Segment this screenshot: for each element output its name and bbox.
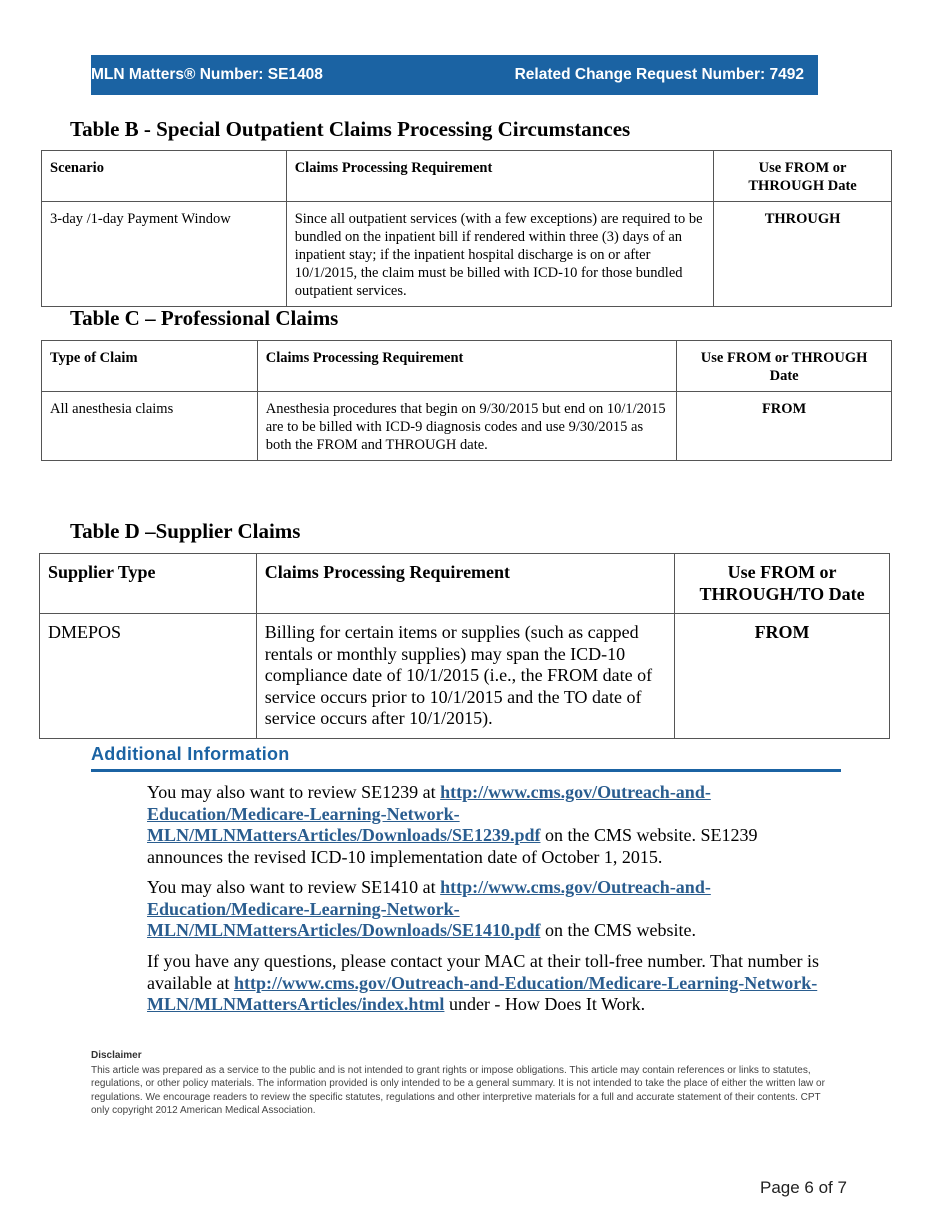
change-request-number: Related Change Request Number: 7492: [514, 66, 804, 83]
table-header-cell: Scenario: [42, 151, 287, 202]
paragraph-se1239: [147, 782, 837, 868]
table-header-cell: Type of Claim: [42, 341, 258, 392]
table-d: [39, 553, 890, 739]
table-d-title: Table D –Supplier Claims: [70, 519, 301, 543]
table-cell: Billing for certain items or supplies (such as capped rentals or monthly supplies) may span the ICD-10 compliance date of 10/1/2015 (i.e., the FROM date of service occurs prior to 10/1/2015 and the TO date of service occurs after 10/1/2015).: [256, 614, 674, 739]
table-header-row: [42, 151, 892, 202]
paragraph-text: You may also want to review SE1239 at: [147, 782, 441, 802]
table-c: [41, 340, 892, 461]
table-row: [40, 614, 890, 739]
table-cell: FROM: [675, 614, 890, 739]
paragraph-text: on the CMS website. SE1239 announces the revised ICD-10 implementation date of October 1, 2015.: [147, 825, 758, 867]
disclaimer: [91, 1049, 841, 1118]
table-header-row: [40, 554, 890, 614]
table-c-title: Table C – Professional Claims: [70, 306, 339, 330]
table-header-cell: Claims Processing Requirement: [286, 151, 713, 202]
table-cell: All anesthesia claims: [42, 392, 258, 461]
paragraph-text: on the CMS website.: [540, 920, 696, 940]
paragraph-contact-mac: [147, 951, 837, 1016]
disclaimer-text: This article was prepared as a service to the public and is not intended to grant rights or impose obligations. This article may contain references or links to statutes, regulations, or other policy materials. The information provided is only intended to be a general summary. It is not intended to take the place of either the written law or regulations. We encourage readers to review the specific statutes, regulations and other interpretive materials for a full and accurate statement of their contents. CPT only copyright 2012 American Medical Association.: [91, 1064, 825, 1116]
disclaimer-heading: Disclaimer: [91, 1050, 142, 1061]
table-row: [42, 392, 892, 461]
table-header-cell: Use FROM or THROUGH/TO Date: [675, 554, 890, 614]
paragraph-se1410: [147, 877, 837, 942]
paragraph-text: under - How Does It Work.: [444, 994, 646, 1014]
table-header-cell: Claims Processing Requirement: [256, 554, 674, 614]
additional-information-heading: Additional Information: [91, 744, 841, 772]
table-cell: THROUGH: [714, 202, 892, 307]
paragraph-text: If you have any questions, please contact your MAC at their toll-free number. That number is available at: [147, 951, 819, 993]
se1239-link[interactable]: http://www.cms.gov/Outreach-and-Education/Medicare-Learning-Network-MLN/MLNMattersArticles/Downloads/SE1239.pdf: [147, 782, 711, 845]
table-header-cell: Use FROM or THROUGH Date: [714, 151, 892, 202]
table-cell: 3-day /1-day Payment Window: [42, 202, 287, 307]
header-banner: [91, 55, 818, 95]
paragraph-text: You may also want to review SE1410 at: [147, 877, 441, 897]
table-header-cell: Claims Processing Requirement: [257, 341, 676, 392]
table-header-cell: Use FROM or THROUGH Date: [677, 341, 892, 392]
table-cell: FROM: [677, 392, 892, 461]
table-cell: Since all outpatient services (with a few exceptions) are required to be bundled on the inpatient bill if rendered within three (3) days of an inpatient stay; if the inpatient hospital discharge is on or after 10/1/2015, the claim must be billed with ICD-10 for those bundled outpatient services.: [286, 202, 713, 307]
table-b: [41, 150, 892, 307]
mln-number: MLN Matters® Number: SE1408: [91, 66, 323, 83]
table-row: [42, 202, 892, 307]
table-cell: DMEPOS: [40, 614, 257, 739]
table-header-row: [42, 341, 892, 392]
se1410-link[interactable]: http://www.cms.gov/Outreach-and-Education/Medicare-Learning-Network-MLN/MLNMattersArticles/Downloads/SE1410.pdf: [147, 877, 711, 940]
mac-contact-link[interactable]: http://www.cms.gov/Outreach-and-Education/Medicare-Learning-Network-MLN/MLNMattersArticles/index.html: [147, 972, 818, 1014]
table-cell: Anesthesia procedures that begin on 9/30/2015 but end on 10/1/2015 are to be billed with ICD-9 diagnosis codes and use 9/30/2015 as both the FROM and THROUGH date.: [257, 392, 676, 461]
table-b-title: Table B - Special Outpatient Claims Processing Circumstances: [70, 117, 631, 141]
page-number: Page 6 of 7: [760, 1178, 847, 1197]
table-header-cell: Supplier Type: [40, 554, 257, 614]
